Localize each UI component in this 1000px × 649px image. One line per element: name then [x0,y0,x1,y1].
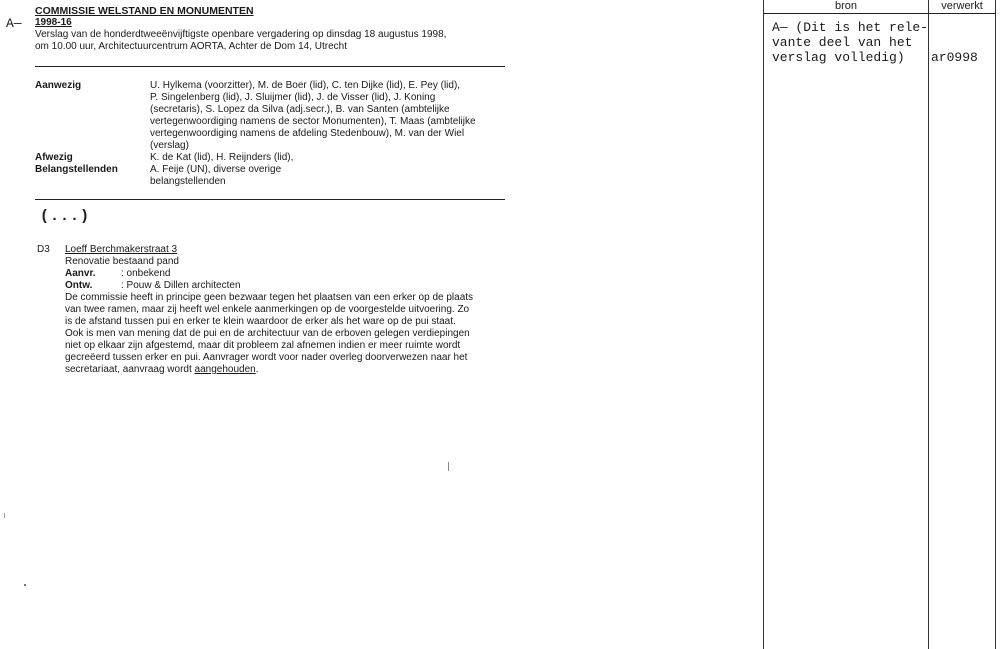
column-header-rule [763,13,996,14]
designer-row [65,280,473,292]
column-divider-left [763,0,764,649]
column-divider-middle [928,0,929,649]
column-divider-right [995,0,996,649]
margin-note [772,20,928,65]
meeting-line-2: om 10.00 uur, Architectuurcentrum AORTA, Achter de Dom 14, Utrecht [35,41,347,52]
stakeholders-label: Belangstellenden [35,164,118,175]
present-line: (secretaris), S. Lopez da Silva (adj.secr.), B. van Santen (ambtelijke [150,104,450,115]
stakeholders-line: belangstellenden [150,176,226,187]
present-line: U. Hylkema (voorzitter), M. de Boer (lid), C. ten Dijke (lid), E. Pey (lid), [150,80,461,91]
margin-note-line: verslag volledig) [772,50,905,65]
column-header-bron: bron [834,0,858,12]
scan-speck [4,513,5,518]
present-label: Aanwezig [35,80,82,91]
applicant-value: : onbekend [121,268,171,279]
present-line: (verslag) [150,140,189,151]
present-line: vertegenwoordiging namens de afdeling Stedenbouw), M. van der Wiel [150,128,465,139]
margin-note-line: vante deel van het [772,35,913,50]
body-line: Ook is men van mening dat de pui en de architectuur van de erboven gelegen verdiepingen [65,328,470,339]
applicant-row [65,268,473,280]
body-line-last [65,364,473,376]
present-line: vertegenwoordiging namens de sector Monumenten), T. Maas (ambtelijke [150,116,476,127]
agenda-item [65,244,473,376]
body-line: niet op elkaar zijn afgestemd, maar dit probleem zal afnemen indien er meer ruimte wordt [65,340,461,351]
omission-marker: (...) [40,208,91,225]
decision-word: aangehouden [194,364,256,375]
report-number: 1998-16 [35,17,72,28]
stamp-mark: A— [6,16,22,31]
body-line: gecreëerd tussen erker en pui. Aanvrager wordt voor nader overleg doorverwezen naar het [65,352,468,363]
scan-speck [24,584,26,586]
present-line: P. Singelenberg (lid), J. Sluijmer (lid), J. de Visser (lid), J. Koning [150,92,436,103]
stakeholders-line: A. Feije (UN), diverse overige [150,164,282,175]
item-address: Loeff Berchmakerstraat 3 [65,244,178,255]
committee-title: COMMISSIE WELSTAND EN MONUMENTEN [35,5,254,17]
designer-label: Ontw. [65,280,93,291]
margin-note-line: A— (Dit is het rele- [772,20,929,35]
applicant-label: Aanvr. [65,268,96,279]
item-code: D3 [37,244,50,255]
body-line: De commissie heeft in principe geen bezwaar tegen het plaatsen van een erker op de plaats [65,292,474,303]
present-list [150,80,476,152]
meeting-line-1: Verslag van de honderdtweeënvijftigste openbare vergadering op dinsdag 18 augustus 1998, [35,29,447,40]
body-line: van twee ramen, maar zij heeft wel enkele aanmerkingen op de voorgestelde uitvoering. Zo [65,304,470,315]
absent-list: K. de Kat (lid), H. Reijnders (lid), [150,152,294,163]
absent-label: Afwezig [35,152,73,163]
last-line-prefix: secretariaat, aanvraag wordt [65,364,195,375]
archive-code: ar0998 [931,50,978,65]
column-header-verwerkt: verwerkt [941,0,983,12]
divider-top [35,66,505,67]
item-subject: Renovatie bestaand pand [65,256,179,267]
report-header [35,5,446,53]
last-line-suffix: . [255,364,259,375]
body-line: is de afstand tussen pui en erker te klein waardoor de erker als het ware op de pui staat. [65,316,456,327]
scan-speck [448,462,449,471]
stakeholders-list [150,164,281,188]
divider-bottom [35,199,505,200]
designer-value: : Pouw & Dillen architecten [121,280,241,291]
